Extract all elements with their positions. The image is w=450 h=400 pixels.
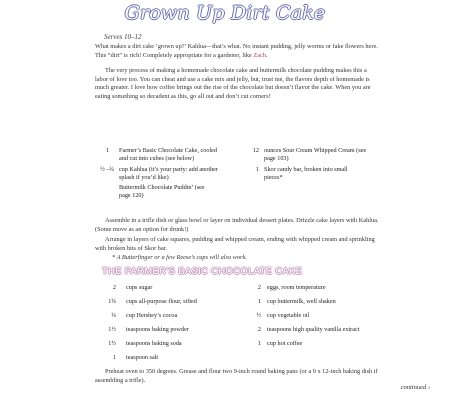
ingredient-qty: 1 [257,340,261,347]
cake-ingredients-right [245,284,395,374]
ingredient-text: cups sugar [126,284,153,291]
continued-label: continued › [400,384,430,391]
ingredient-qty: ¾ [111,312,116,319]
ingredient-text: ounces Sour Cream Whipped Cream (see page 103) [264,147,367,162]
intro-p1-before: What makes a dirt cake ‘grown up?’ Kahlua—that’s what. No instant pudding, jelly worms or fake flowers here. This “dirt” is rich! Completely appropriate for a gardener, like [95,43,378,59]
intro-paragraph-2: The very process of making a homemade chocolate cake and buttermilk chocolate pudding makes this a labor of love too. You can cheat and use a cake mix and jelly, but, trust me, the flavors depth of homemade is much greater. I love how coffee brings out the rise of the chocolate but doesn’t flavor the cake. When you are eating something so decadent as this, go all out and don’t cut corners! [95,67,371,100]
preheat-instruction: Preheat oven to 350 degrees. Grease and flour two 9-inch round baking pans (or a 9 x 12-inch baking dish if assembling a trifle). [95,368,378,384]
ingredient-text: cups all-purpose flour, sifted [126,298,197,305]
ingredient-text: cup Hershey’s cocoa [126,312,178,319]
ingredient-qty: 1½ [108,326,116,333]
footnote: * A Butterfinger or a few Reese’s cups will also work. [112,254,247,261]
ingredient-text: teaspoons baking powder [126,326,189,333]
ingredient-qty: 12 [252,147,259,154]
ingredient-qty: ½ –¾ [100,166,114,173]
ingredient-text: eggs, room temperature [267,284,326,291]
ingredient-text: cup Kahlua (it’s your party: add another splash if you’d like) [119,166,218,181]
ingredient-qty: 1¾ [108,298,116,305]
ingredient-qty: 2 [257,326,261,333]
intro-p1-after: . [265,51,268,59]
ingredient-text: cup buttermilk, well shaken [267,298,336,305]
ingredient-text: teaspoons baking soda [126,340,182,347]
ingredient-qty: 1 [112,354,116,361]
ingredient-text: Skor candy bar, broken into small pieces* [264,166,348,181]
ingredient-qty: 1 [105,147,109,154]
ingredient-text: cup hot coffee [267,340,303,347]
ingredient-text: teaspoons high quality vanilla extract [267,326,360,333]
instruction-step-1: Assemble in a trifle dish or glass bowl or layer on individual dessert plates. Drizzle cake layers with Kahlua. (Some move as an option for drunk!) [95,217,379,233]
ingredient-text: Farmer’s Basic Chocolate Cake, cooled and cut into cubes (see below) [119,147,217,162]
ingredient-text: teaspoon salt [126,354,159,361]
section-heading: THE FARMER’S BASIC CHOCOLATE CAKE [102,266,303,277]
ingredient-text: cup vegetable oil [267,312,310,319]
serves-label: Serves 10–12 [104,33,142,41]
intro-p1-name: Zach [253,51,266,59]
ingredient-qty: 1 [255,166,259,173]
ingredient-qty: ½ [256,312,261,319]
ingredient-qty: 2 [112,284,116,291]
recipe-title: Grown Up Dirt Cake [124,2,326,24]
ingredient-text: Buttermilk Chocolate Puddin’ (see page 120) [119,184,205,199]
instruction-step-2: Arrange in layers of cake squares, pudding and whipped cream, ending with whipped cream and sprinkling with broken bits of Skor bar. [95,236,375,252]
ingredient-qty: 1 [257,298,261,305]
ingredient-qty: 1½ [108,340,116,347]
ingredient-qty: 2 [257,284,261,291]
intro-paragraph-1 [95,43,380,60]
